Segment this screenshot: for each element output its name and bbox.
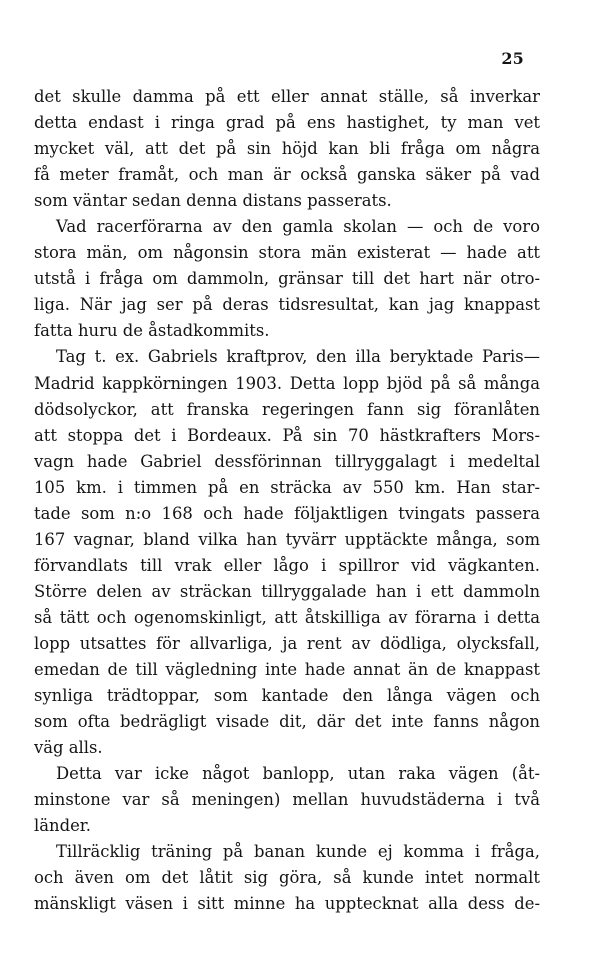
text-line: att stoppa det i Bordeaux. På sin 70 hästkrafters Mors-	[34, 425, 540, 445]
text-line: vagn hade Gabriel dessförinnan tillryggalagt i medeltal	[34, 451, 540, 471]
text-line: Tag t. ex. Gabriels kraftprov, den illa beryktade Paris—	[56, 347, 540, 367]
text-line: minstone var så meningen) mellan huvudstäderna i två	[34, 790, 540, 810]
text-line: utstå i fråga om dammoln, gränsar till det hart när otro-	[34, 269, 540, 289]
text-line: mycket väl, att det på sin höjd kan bli fråga om några	[34, 139, 540, 159]
text-line: länder.	[34, 816, 92, 836]
text-line: få meter framåt, och man är också ganska säker på vad	[34, 165, 540, 185]
text-line: Större delen av sträckan tillryggalade han i ett dammoln	[34, 581, 540, 601]
text-line: väg alls.	[34, 738, 103, 758]
text-line: som väntar sedan denna distans passerats.	[34, 191, 392, 211]
text-line: 167 vagnar, bland vilka han tyvärr upptäckte många, som	[34, 529, 540, 549]
text-line: Detta var icke något banlopp, utan raka vägen (åt-	[56, 764, 540, 784]
text-line: synliga trädtoppar, som kantade den långa vägen och	[34, 686, 540, 706]
text-line: det skulle damma på ett eller annat ställe, så inverkar	[34, 87, 540, 106]
text-line: tade som n:o 168 och hade följaktligen tvingats passera	[34, 503, 540, 523]
text-line: dödsolyckor, att franska regeringen fann sig föranlåten	[34, 399, 540, 419]
text-line: Tillräcklig träning på banan kunde ej komma i fråga,	[56, 842, 540, 862]
body-text	[34, 84, 540, 918]
text-line: liga. När jag ser på deras tidsresultat, kan jag knappast	[34, 295, 540, 315]
text-line: Vad racerförarna av den gamla skolan — och de voro	[56, 217, 540, 237]
page-number: 25	[501, 49, 524, 68]
text-line: Madrid kappkörningen 1903. Detta lopp bjöd på så många	[34, 373, 540, 393]
text-line: detta endast i ringa grad på ens hastighet, ty man vet	[34, 113, 540, 133]
text-line: och även om det låtit sig göra, så kunde intet normalt	[34, 868, 540, 888]
text-line: 105 km. i timmen på en sträcka av 550 km. Han star-	[34, 477, 540, 497]
text-line: som ofta bedrägligt visade dit, där det inte fanns någon	[34, 712, 540, 732]
text-line: lopp utsattes för allvarliga, ja rent av dödliga, olycksfall,	[34, 633, 540, 653]
text-line: stora män, om någonsin stora män existerat — hade att	[34, 243, 540, 263]
text-line: fatta huru de åstadkommits.	[34, 321, 270, 341]
text-line: förvandlats till vrak eller lågo i spillror vid vägkanten.	[34, 555, 540, 575]
text-line: mänskligt väsen i sitt minne ha upptecknat alla dess de-	[34, 894, 540, 914]
text-line: emedan de till vägledning inte hade annat än de knappast	[34, 660, 540, 680]
text-line: så tätt och ogenomskinligt, att åtskilliga av förarna i detta	[34, 607, 540, 627]
